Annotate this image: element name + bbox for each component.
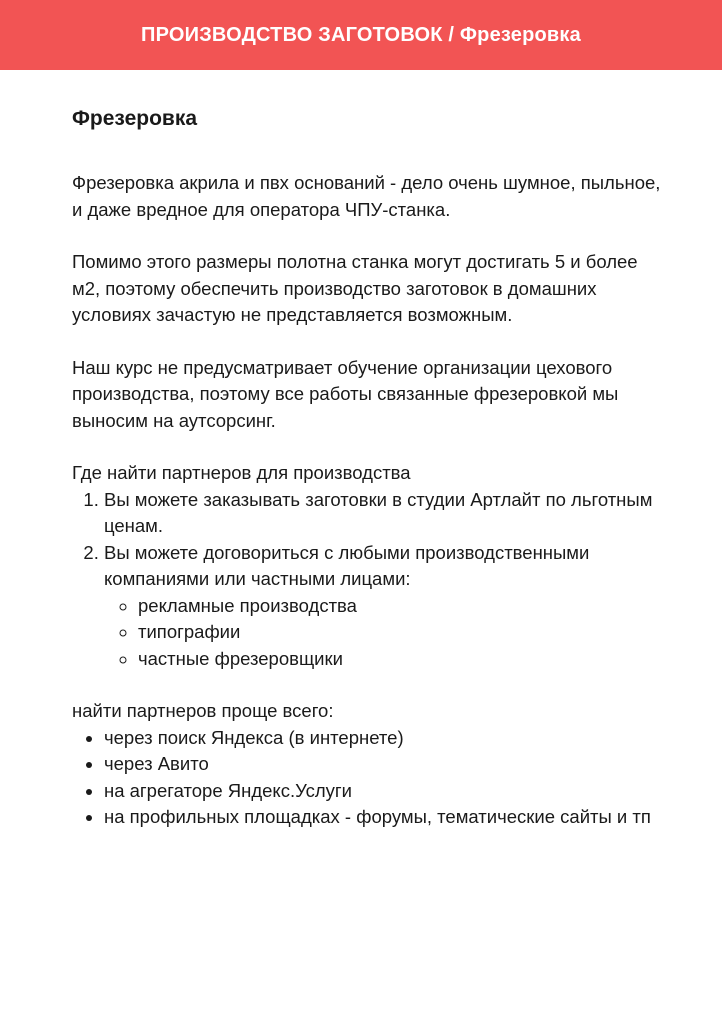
list-item: • на агрегаторе Яндекс.Услуги <box>104 778 662 805</box>
list-item: • на профильных площадках - форумы, тематические сайты и тп <box>104 804 662 831</box>
partners-intro: Где найти партнеров для производства <box>72 462 411 483</box>
paragraph-outsourcing: Наш курс не предусматривает обучение организации цехового производства, поэтому все работы связанные фрезеровкой мы выносим на аутсорсинг. <box>72 356 619 431</box>
list-item-text: Вы можете договориться с любыми производственными компаниями или частными лицами: <box>104 541 590 589</box>
list-item: ◦ типографии <box>138 619 662 646</box>
header-title: ПРОИЗВОДСТВО ЗАГОТОВОК / Фрезеровка <box>141 23 581 46</box>
list-item <box>104 487 662 540</box>
find-intro: найти партнеров проще всего: <box>72 700 334 721</box>
list-item: ◦ рекламные производства <box>138 593 662 620</box>
find-list <box>72 725 662 831</box>
paragraph-noise: Фрезеровка акрила и пвх оснований - дело очень шумное, пыльное, и даже вредное для оператора ЧПУ-станка. <box>72 172 661 220</box>
list-item-text: Вы можете заказывать заготовки в студии Артлайт по льготным ценам. <box>104 488 653 536</box>
document-body <box>72 104 662 831</box>
list-item: ◦ частные фрезеровщики <box>138 646 662 673</box>
paragraph-size: Помимо этого размеры полотна станка могут достигать 5 и более м2, поэтому обеспечить производство заготовок в домашних условиях зачастую не представляется возможным. <box>72 251 638 325</box>
header-bar <box>0 0 722 70</box>
page-title: Фрезеровка <box>72 107 198 130</box>
list-item: • через Авито <box>104 751 662 778</box>
list-item <box>104 540 662 673</box>
partners-list <box>72 487 662 673</box>
list-item: • через поиск Яндекса (в интернете) <box>104 725 662 752</box>
partner-types-list <box>104 593 662 673</box>
